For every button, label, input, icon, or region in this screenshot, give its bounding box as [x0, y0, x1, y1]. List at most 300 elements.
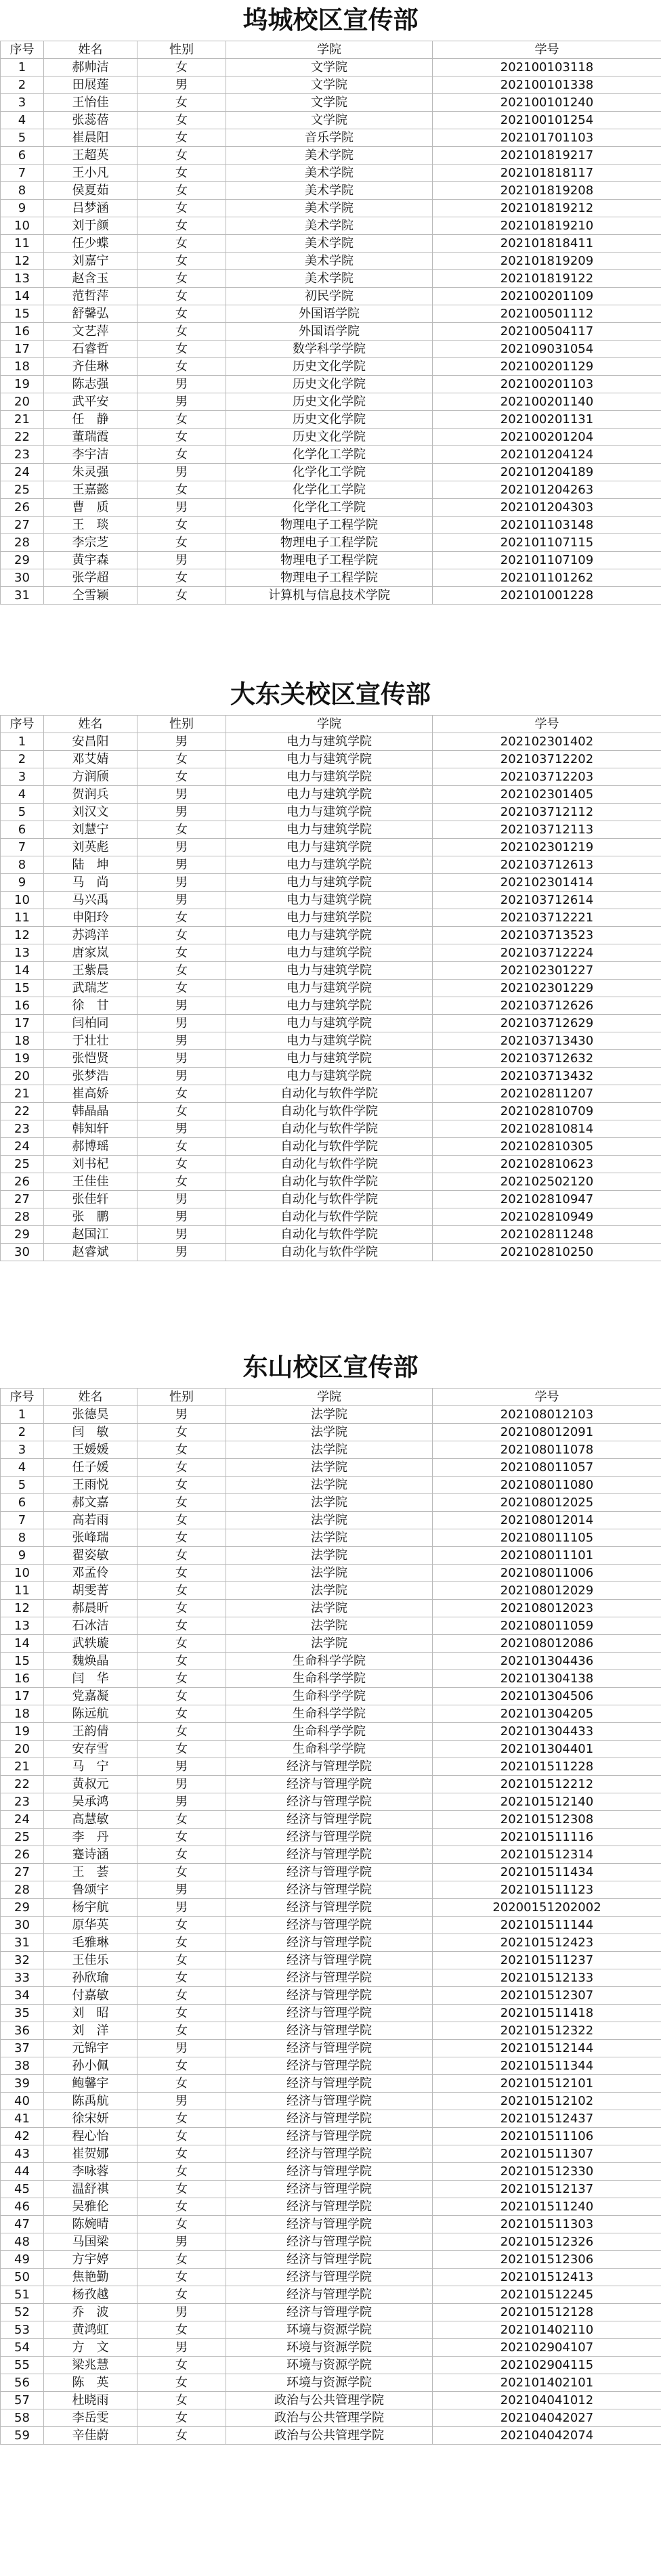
cell-name: 焦艳勤 — [44, 2269, 137, 2286]
cell-student-id: 202108011057 — [433, 1459, 661, 1477]
cell-college: 法学院 — [226, 1424, 433, 1441]
cell-name: 吴雅伦 — [44, 2198, 137, 2216]
cell-gender: 女 — [137, 1864, 226, 1881]
cell-index: 44 — [1, 2163, 44, 2181]
cell-gender: 男 — [137, 2339, 226, 2357]
cell-name: 郝博瑶 — [44, 1138, 137, 1156]
cell-index: 8 — [1, 856, 44, 874]
cell-gender: 女 — [137, 1635, 226, 1653]
cell-student-id: 202103712112 — [433, 804, 661, 821]
cell-name: 郝文嘉 — [44, 1494, 137, 1512]
cell-student-id: 202100201131 — [433, 411, 661, 429]
cell-student-id: 202102810947 — [433, 1191, 661, 1208]
header-gender: 性别 — [137, 716, 226, 733]
cell-index: 40 — [1, 2093, 44, 2110]
table-row — [1, 235, 661, 253]
cell-index: 28 — [1, 1208, 44, 1226]
cell-name: 王佳乐 — [44, 1952, 137, 1969]
cell-gender: 女 — [137, 2110, 226, 2128]
cell-index: 4 — [1, 786, 44, 804]
cell-student-id: 202101001228 — [433, 587, 661, 605]
cell-student-id: 202108012023 — [433, 1600, 661, 1617]
cell-gender: 女 — [137, 2392, 226, 2409]
cell-name: 贺润兵 — [44, 786, 137, 804]
cell-index: 19 — [1, 1050, 44, 1068]
table-row — [1, 2409, 661, 2427]
cell-gender: 女 — [137, 2057, 226, 2075]
cell-index: 17 — [1, 1688, 44, 1705]
section-wucheng — [0, 0, 661, 605]
table-row — [1, 1670, 661, 1688]
cell-gender: 女 — [137, 1424, 226, 1441]
cell-index: 7 — [1, 1512, 44, 1529]
cell-index: 47 — [1, 2216, 44, 2233]
table-row — [1, 909, 661, 927]
cell-name: 韩知轩 — [44, 1120, 137, 1138]
cell-student-id: 202101304436 — [433, 1653, 661, 1670]
cell-student-id: 202102810709 — [433, 1103, 661, 1120]
cell-name: 王超英 — [44, 147, 137, 165]
cell-college: 法学院 — [226, 1441, 433, 1459]
table-row — [1, 1494, 661, 1512]
cell-student-id: 202102301402 — [433, 733, 661, 751]
cell-index: 10 — [1, 1565, 44, 1582]
cell-gender: 女 — [137, 253, 226, 270]
cell-college: 历史文化学院 — [226, 358, 433, 376]
table-row — [1, 2357, 661, 2374]
cell-gender: 女 — [137, 1547, 226, 1565]
cell-student-id: 202101819209 — [433, 253, 661, 270]
cell-college: 美术学院 — [226, 165, 433, 182]
cell-index: 22 — [1, 1103, 44, 1120]
cell-student-id: 202108011101 — [433, 1547, 661, 1565]
cell-college: 自动化与软件学院 — [226, 1208, 433, 1226]
cell-name: 马国梁 — [44, 2233, 137, 2251]
cell-gender: 女 — [137, 909, 226, 927]
cell-student-id: 202101512128 — [433, 2304, 661, 2321]
cell-student-id: 202101304205 — [433, 1705, 661, 1723]
cell-gender: 女 — [137, 1441, 226, 1459]
cell-gender: 女 — [137, 1085, 226, 1103]
cell-student-id: 202101819208 — [433, 182, 661, 200]
cell-gender: 女 — [137, 517, 226, 534]
cell-college: 经济与管理学院 — [226, 2198, 433, 2216]
table-row — [1, 2057, 661, 2075]
header-index: 序号 — [1, 1389, 44, 1406]
cell-name: 王小凡 — [44, 165, 137, 182]
cell-gender: 女 — [137, 2427, 226, 2445]
table-row — [1, 1635, 661, 1653]
table-row — [1, 1244, 661, 1261]
cell-name: 陈婉晴 — [44, 2216, 137, 2233]
table-row — [1, 2128, 661, 2145]
cell-index: 38 — [1, 2057, 44, 2075]
cell-gender: 男 — [137, 1226, 226, 1244]
cell-student-id: 202101512308 — [433, 1811, 661, 1829]
cell-name: 党嘉凝 — [44, 1688, 137, 1705]
cell-student-id: 202103712224 — [433, 944, 661, 962]
cell-index: 7 — [1, 165, 44, 182]
table-row — [1, 1846, 661, 1864]
cell-gender: 女 — [137, 235, 226, 253]
cell-gender: 女 — [137, 2216, 226, 2233]
cell-gender: 男 — [137, 393, 226, 411]
section-dadongguan — [0, 674, 661, 1261]
cell-gender: 女 — [137, 217, 226, 235]
cell-gender: 女 — [137, 59, 226, 77]
cell-student-id: 202101402101 — [433, 2374, 661, 2392]
table-row — [1, 1899, 661, 1917]
table-row — [1, 2286, 661, 2304]
cell-index: 26 — [1, 499, 44, 517]
table-row — [1, 786, 661, 804]
cell-name: 王 荟 — [44, 1864, 137, 1881]
cell-index: 2 — [1, 1424, 44, 1441]
cell-gender: 女 — [137, 2145, 226, 2163]
table-row — [1, 1529, 661, 1547]
cell-name: 方 文 — [44, 2339, 137, 2357]
cell-student-id: 202101511123 — [433, 1881, 661, 1899]
table-row — [1, 393, 661, 411]
cell-student-id: 202103713523 — [433, 927, 661, 944]
cell-gender: 男 — [137, 1793, 226, 1811]
cell-college: 物理电子工程学院 — [226, 552, 433, 569]
cell-index: 12 — [1, 1600, 44, 1617]
cell-index: 14 — [1, 962, 44, 980]
cell-student-id: 202108012014 — [433, 1512, 661, 1529]
table-row — [1, 1138, 661, 1156]
cell-student-id: 202101107115 — [433, 534, 661, 552]
cell-name: 刘汉文 — [44, 804, 137, 821]
cell-name: 李咏蓉 — [44, 2163, 137, 2181]
table-row — [1, 2022, 661, 2040]
cell-index: 54 — [1, 2339, 44, 2357]
header-student-id: 学号 — [433, 41, 661, 59]
cell-gender: 男 — [137, 1208, 226, 1226]
cell-index: 13 — [1, 1617, 44, 1635]
cell-index: 49 — [1, 2251, 44, 2269]
cell-index: 53 — [1, 2321, 44, 2339]
cell-gender: 女 — [137, 1494, 226, 1512]
cell-index: 51 — [1, 2286, 44, 2304]
cell-college: 生命科学学院 — [226, 1688, 433, 1705]
cell-student-id: 202101819212 — [433, 200, 661, 217]
table-row — [1, 733, 661, 751]
cell-student-id: 202103712202 — [433, 751, 661, 768]
cell-index: 1 — [1, 59, 44, 77]
cell-gender: 女 — [137, 165, 226, 182]
cell-name: 鲁颂宇 — [44, 1881, 137, 1899]
cell-student-id: 202101511106 — [433, 2128, 661, 2145]
cell-gender: 女 — [137, 587, 226, 605]
cell-index: 25 — [1, 1829, 44, 1846]
cell-gender: 女 — [137, 147, 226, 165]
table-row — [1, 2374, 661, 2392]
cell-gender: 女 — [137, 1917, 226, 1934]
table-row — [1, 874, 661, 892]
cell-college: 历史文化学院 — [226, 393, 433, 411]
table-row — [1, 323, 661, 341]
cell-college: 电力与建筑学院 — [226, 733, 433, 751]
header-college: 学院 — [226, 1389, 433, 1406]
table-row — [1, 1723, 661, 1741]
cell-index: 34 — [1, 1987, 44, 2005]
cell-gender: 男 — [137, 2040, 226, 2057]
cell-gender: 男 — [137, 804, 226, 821]
cell-student-id: 202101511434 — [433, 1864, 661, 1881]
cell-index: 9 — [1, 1547, 44, 1565]
cell-name: 马 宁 — [44, 1758, 137, 1776]
cell-student-id: 202108012086 — [433, 1635, 661, 1653]
table-row — [1, 1050, 661, 1068]
cell-index: 5 — [1, 129, 44, 147]
cell-college: 自动化与软件学院 — [226, 1156, 433, 1173]
cell-student-id: 202101304433 — [433, 1723, 661, 1741]
cell-name: 张恺贤 — [44, 1050, 137, 1068]
cell-gender: 女 — [137, 821, 226, 839]
cell-index: 20 — [1, 1068, 44, 1085]
header-gender: 性别 — [137, 1389, 226, 1406]
cell-name: 王韵倩 — [44, 1723, 137, 1741]
cell-college: 法学院 — [226, 1529, 433, 1547]
table-row — [1, 376, 661, 393]
cell-college: 电力与建筑学院 — [226, 1068, 433, 1085]
cell-name: 陆 坤 — [44, 856, 137, 874]
cell-college: 经济与管理学院 — [226, 2057, 433, 2075]
cell-college: 经济与管理学院 — [226, 2040, 433, 2057]
cell-gender: 男 — [137, 1406, 226, 1424]
cell-name: 石睿哲 — [44, 341, 137, 358]
table-header-row — [1, 1389, 661, 1406]
cell-name: 曹 质 — [44, 499, 137, 517]
table-row — [1, 1512, 661, 1529]
cell-college: 经济与管理学院 — [226, 2163, 433, 2181]
cell-gender: 女 — [137, 927, 226, 944]
cell-gender: 女 — [137, 1653, 226, 1670]
cell-gender: 女 — [137, 270, 226, 288]
cell-college: 法学院 — [226, 1565, 433, 1582]
cell-index: 28 — [1, 534, 44, 552]
cell-student-id: 202101511307 — [433, 2145, 661, 2163]
cell-gender: 女 — [137, 2374, 226, 2392]
table-row — [1, 481, 661, 499]
table-row — [1, 253, 661, 270]
cell-name: 闫柏同 — [44, 1015, 137, 1032]
cell-index: 56 — [1, 2374, 44, 2392]
cell-name: 方宇婷 — [44, 2251, 137, 2269]
cell-gender: 女 — [137, 2022, 226, 2040]
cell-name: 杜晓雨 — [44, 2392, 137, 2409]
cell-student-id: 202108011006 — [433, 1565, 661, 1582]
table-row — [1, 2181, 661, 2198]
cell-student-id: 202100504117 — [433, 323, 661, 341]
cell-index: 30 — [1, 569, 44, 587]
cell-college: 法学院 — [226, 1582, 433, 1600]
cell-college: 法学院 — [226, 1600, 433, 1617]
cell-gender: 女 — [137, 323, 226, 341]
table-row — [1, 962, 661, 980]
cell-name: 范哲萍 — [44, 288, 137, 305]
cell-gender: 女 — [137, 751, 226, 768]
table-row — [1, 59, 661, 77]
table-row — [1, 1741, 661, 1758]
table-row — [1, 200, 661, 217]
cell-college: 法学院 — [226, 1494, 433, 1512]
cell-college: 经济与管理学院 — [226, 1969, 433, 1987]
cell-gender: 男 — [137, 376, 226, 393]
roster-table — [0, 41, 661, 605]
cell-name: 任少蝶 — [44, 235, 137, 253]
cell-index: 9 — [1, 200, 44, 217]
table-row — [1, 2005, 661, 2022]
cell-index: 16 — [1, 323, 44, 341]
table-row — [1, 1829, 661, 1846]
cell-gender: 女 — [137, 358, 226, 376]
cell-name: 王怡佳 — [44, 94, 137, 112]
cell-name: 魏焕晶 — [44, 1653, 137, 1670]
cell-name: 田展莲 — [44, 77, 137, 94]
table-row — [1, 129, 661, 147]
cell-student-id: 202101402110 — [433, 2321, 661, 2339]
cell-name: 武瑞芝 — [44, 980, 137, 997]
cell-name: 董瑞霞 — [44, 429, 137, 446]
cell-index: 11 — [1, 235, 44, 253]
cell-name: 郝帅洁 — [44, 59, 137, 77]
cell-index: 31 — [1, 587, 44, 605]
cell-index: 15 — [1, 1653, 44, 1670]
cell-college: 经济与管理学院 — [226, 1846, 433, 1864]
cell-name: 于壮壮 — [44, 1032, 137, 1050]
cell-college: 经济与管理学院 — [226, 1934, 433, 1952]
table-row — [1, 499, 661, 517]
header-index: 序号 — [1, 41, 44, 59]
cell-index: 41 — [1, 2110, 44, 2128]
cell-student-id: 202101512102 — [433, 2093, 661, 2110]
cell-index: 48 — [1, 2233, 44, 2251]
cell-college: 法学院 — [226, 1512, 433, 1529]
cell-name: 任 静 — [44, 411, 137, 429]
table-row — [1, 1477, 661, 1494]
cell-name: 张蕊蓓 — [44, 112, 137, 129]
cell-student-id: 202101304401 — [433, 1741, 661, 1758]
cell-index: 36 — [1, 2022, 44, 2040]
cell-name: 齐佳琳 — [44, 358, 137, 376]
cell-gender: 女 — [137, 1529, 226, 1547]
cell-student-id: 202101818411 — [433, 235, 661, 253]
cell-index: 24 — [1, 1138, 44, 1156]
cell-name: 任子媛 — [44, 1459, 137, 1477]
table-row — [1, 1952, 661, 1969]
cell-college: 法学院 — [226, 1459, 433, 1477]
table-row — [1, 2339, 661, 2357]
cell-index: 33 — [1, 1969, 44, 1987]
cell-name: 苏鸿洋 — [44, 927, 137, 944]
cell-student-id: 202100103118 — [433, 59, 661, 77]
cell-student-id: 202103712614 — [433, 892, 661, 909]
cell-college: 美术学院 — [226, 182, 433, 200]
cell-college: 经济与管理学院 — [226, 1776, 433, 1793]
cell-name: 吕梦涵 — [44, 200, 137, 217]
cell-student-id: 202101101262 — [433, 569, 661, 587]
cell-gender: 男 — [137, 1758, 226, 1776]
cell-index: 2 — [1, 77, 44, 94]
cell-college: 经济与管理学院 — [226, 2005, 433, 2022]
cell-index: 39 — [1, 2075, 44, 2093]
cell-student-id: 202100101240 — [433, 94, 661, 112]
cell-college: 经济与管理学院 — [226, 2286, 433, 2304]
cell-gender: 女 — [137, 1103, 226, 1120]
cell-name: 张峰瑞 — [44, 1529, 137, 1547]
table-row — [1, 305, 661, 323]
cell-index: 23 — [1, 446, 44, 464]
cell-college: 经济与管理学院 — [226, 1758, 433, 1776]
cell-college: 经济与管理学院 — [226, 1793, 433, 1811]
cell-college: 生命科学学院 — [226, 1705, 433, 1723]
cell-student-id: 202103712203 — [433, 768, 661, 786]
cell-gender: 女 — [137, 305, 226, 323]
cell-college: 法学院 — [226, 1406, 433, 1424]
cell-student-id: 202101304506 — [433, 1688, 661, 1705]
cell-college: 电力与建筑学院 — [226, 874, 433, 892]
header-name: 姓名 — [44, 41, 137, 59]
cell-name: 赵含玉 — [44, 270, 137, 288]
cell-college: 法学院 — [226, 1477, 433, 1494]
table-row — [1, 165, 661, 182]
cell-student-id: 202100201129 — [433, 358, 661, 376]
cell-index: 4 — [1, 1459, 44, 1477]
cell-name: 闫 敏 — [44, 1424, 137, 1441]
cell-college: 电力与建筑学院 — [226, 997, 433, 1015]
cell-gender: 女 — [137, 200, 226, 217]
cell-student-id: 202101512423 — [433, 1934, 661, 1952]
cell-index: 8 — [1, 1529, 44, 1547]
cell-gender: 女 — [137, 1582, 226, 1600]
cell-college: 经济与管理学院 — [226, 1917, 433, 1934]
header-college: 学院 — [226, 41, 433, 59]
cell-index: 46 — [1, 2198, 44, 2216]
cell-college: 法学院 — [226, 1635, 433, 1653]
cell-index: 15 — [1, 980, 44, 997]
table-row — [1, 1917, 661, 1934]
cell-name: 高慧敏 — [44, 1811, 137, 1829]
cell-index: 7 — [1, 839, 44, 856]
cell-student-id: 202100201109 — [433, 288, 661, 305]
header-college: 学院 — [226, 716, 433, 733]
cell-college: 自动化与软件学院 — [226, 1138, 433, 1156]
cell-college: 经济与管理学院 — [226, 1829, 433, 1846]
cell-college: 法学院 — [226, 1617, 433, 1635]
cell-student-id: 202101512140 — [433, 1793, 661, 1811]
cell-name: 毛雅琳 — [44, 1934, 137, 1952]
cell-student-id: 202101107109 — [433, 552, 661, 569]
cell-name: 乔 波 — [44, 2304, 137, 2321]
table-row — [1, 2216, 661, 2233]
cell-student-id: 202100201140 — [433, 393, 661, 411]
cell-name: 武轶璇 — [44, 1635, 137, 1653]
cell-student-id: 202103713432 — [433, 1068, 661, 1085]
cell-student-id: 202101818117 — [433, 165, 661, 182]
table-row — [1, 2198, 661, 2216]
cell-student-id: 202100101254 — [433, 112, 661, 129]
table-row — [1, 856, 661, 874]
cell-student-id: 202108012103 — [433, 1406, 661, 1424]
cell-college: 经济与管理学院 — [226, 1987, 433, 2005]
cell-gender: 女 — [137, 429, 226, 446]
cell-college: 生命科学学院 — [226, 1670, 433, 1688]
cell-college: 美术学院 — [226, 235, 433, 253]
cell-name: 徐宋妍 — [44, 2110, 137, 2128]
cell-student-id: 202103712632 — [433, 1050, 661, 1068]
